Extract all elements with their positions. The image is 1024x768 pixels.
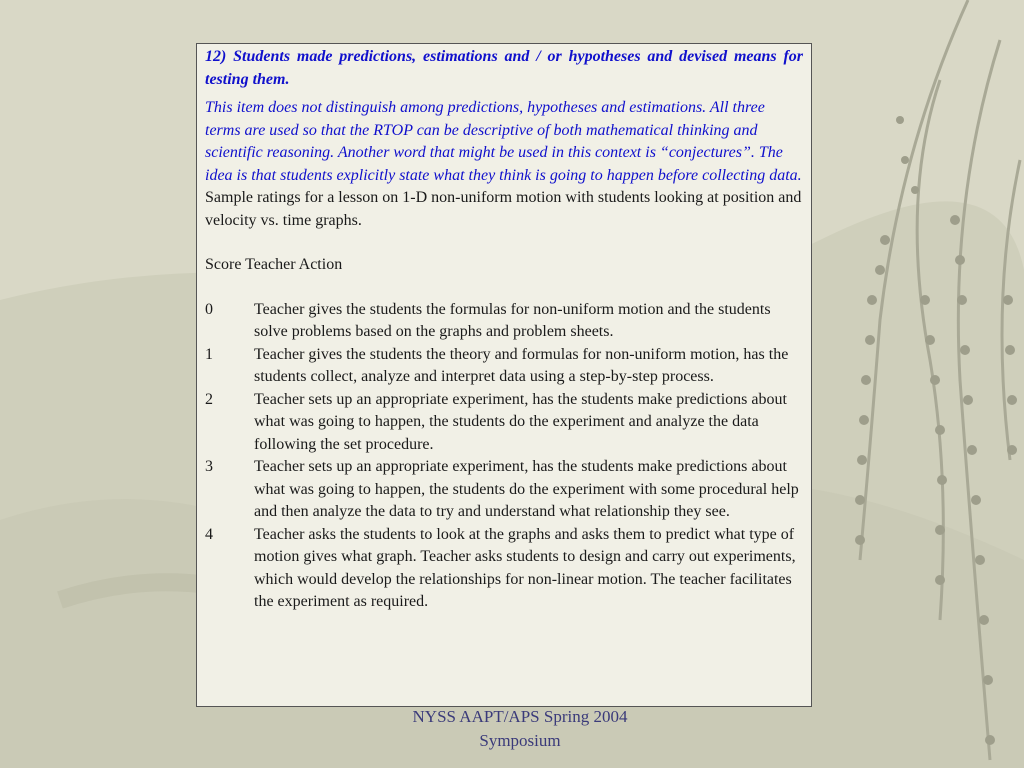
rating-text: Teacher gives the students the formulas for non-uniform motion and the students solve problems based on the graphs and problem sheets. [254,300,771,340]
rating-row [205,524,803,614]
rating-row [205,299,803,344]
item-explanation: This item does not distinguish among predictions, hypotheses and estimations. All three terms are used so that the RTOP can be descriptive of both mathematical thinking and scientific reasoning. Another word that might be used in this context is “conjectures”. The idea is that students explicitly state what they think is going to happen before collecting data. [205,99,802,184]
content-box [196,43,812,707]
score-header: Score Teacher Action [205,256,343,273]
rating-row [205,389,803,457]
sample-intro: Sample ratings for a lesson on 1-D non-uniform motion with students looking at position and velocity vs. time graphs. [205,189,802,229]
footer-line-2: Symposium [479,731,561,750]
item-heading: 12) Students made predictions, estimations and / or hypotheses and devised means for testing them. [205,48,803,88]
footer-line-1: NYSS AAPT/APS Spring 2004 [412,707,628,726]
rating-score: 1 [205,345,213,363]
rating-score: 4 [205,525,213,543]
rating-score: 2 [205,390,213,408]
slide-footer [370,705,670,753]
rating-row [205,456,803,524]
rating-text: Teacher asks the students to look at the graphs and asks them to predict what type of motion gives what graph. Teacher asks students to design and carry out experiments, which would develop the relationships for non-linear motion. The teacher facilitates the experiment as required. [254,525,796,610]
rating-text: Teacher sets up an appropriate experiment, has the students make predictions about what was going to happen, the students do the experiment and analyze the data following the set procedure. [254,390,787,453]
rating-score: 3 [205,458,213,475]
rating-score: 0 [205,300,213,318]
rating-row [205,344,803,389]
rating-text: Teacher sets up an appropriate experiment, has the students make predictions about what was going to happen, the students do the experiment with some procedural help and then analyze the data to try and understand what relationship they see. [254,458,799,520]
rating-text: Teacher gives the students the theory and formulas for non-uniform motion, has the students collect, analyze and interpret data using a step-by-step process. [254,345,789,385]
